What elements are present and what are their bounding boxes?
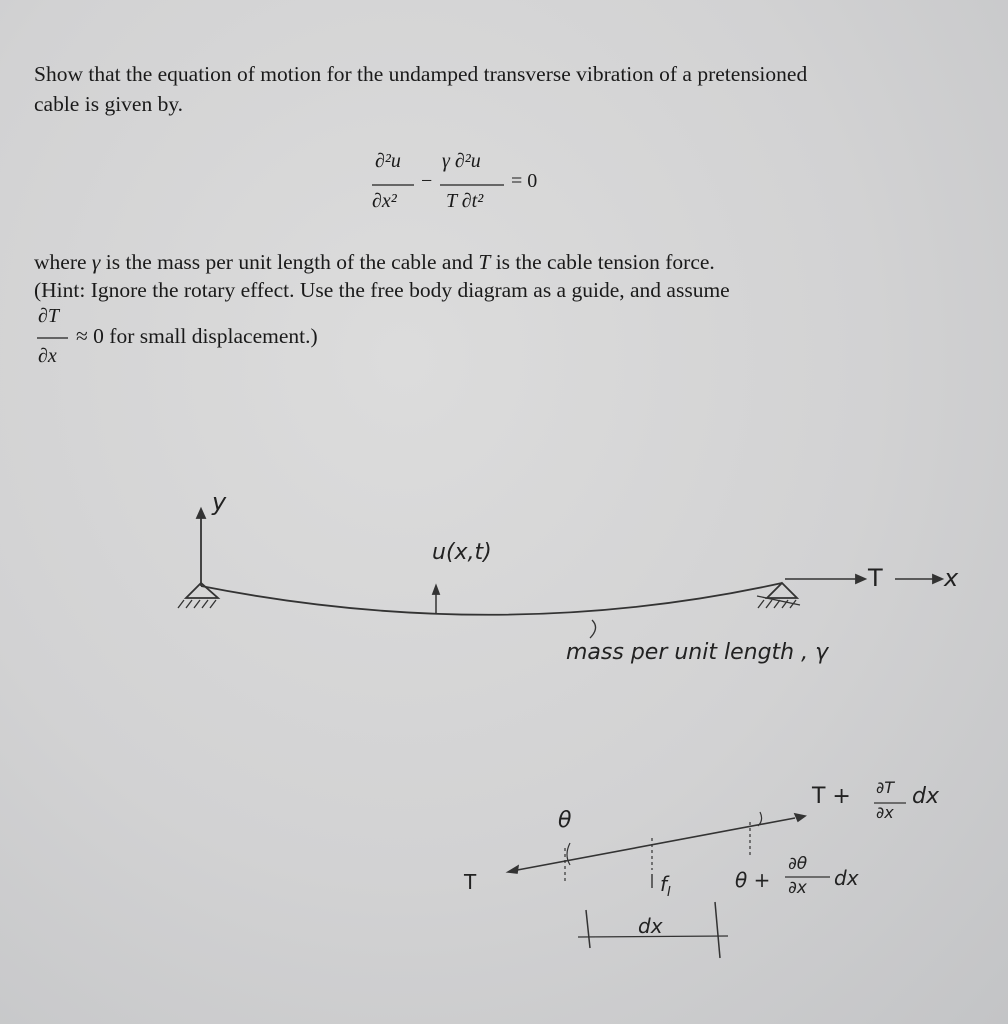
eq-minus: − xyxy=(421,170,433,192)
dtheta-denominator: ∂x xyxy=(788,878,807,898)
left-support xyxy=(186,583,218,598)
dT-denominator: ∂x xyxy=(876,803,894,822)
left-angle-arc xyxy=(567,843,570,865)
dtheta-numerator: ∂θ xyxy=(788,854,808,874)
displacement-arrowhead xyxy=(433,586,439,594)
y-axis-label: y xyxy=(212,488,227,516)
dx-left-tick xyxy=(586,910,590,948)
gamma-symbol: γ xyxy=(91,250,101,274)
element-line xyxy=(512,818,795,871)
right-support-hatch xyxy=(758,600,796,608)
dx-label: dx xyxy=(638,914,663,938)
hint-line: (Hint: Ignore the rotary effect. Use the free body diagram as a guide, and assume xyxy=(34,278,730,302)
hint-frac-numerator: ∂T xyxy=(38,305,60,327)
inertia-force-label xyxy=(660,872,671,900)
left-support-hatch xyxy=(178,600,216,608)
inertia-force-f: f xyxy=(660,872,668,896)
where-text-b: is the mass per unit length of the cable and xyxy=(100,250,479,274)
eq-term2-denominator: T ∂t² xyxy=(446,190,484,212)
where-text-c: is the cable tension force. xyxy=(490,250,715,274)
x-axis-label: x xyxy=(944,564,959,592)
cable-curve xyxy=(201,583,782,615)
left-tension-arrowhead xyxy=(508,866,518,873)
eq-term2-numerator: γ ∂²u xyxy=(442,150,481,172)
problem-line-1: Show that the equation of motion for the undamped transverse vibration of a pretensioned xyxy=(34,62,808,86)
theta-label: θ xyxy=(558,808,572,833)
problem-line-2: cable is given by. xyxy=(34,92,184,116)
y-axis-arrow xyxy=(197,509,205,518)
eq-term1-numerator: ∂²u xyxy=(375,150,401,172)
dT-numerator: ∂T xyxy=(876,778,895,797)
tension-symbol: T xyxy=(478,250,491,274)
hint-frac-denominator: ∂x xyxy=(38,345,57,367)
where-text-a: where xyxy=(34,250,92,274)
dtheta-dx: dx xyxy=(834,866,859,890)
eq-term1-denominator: ∂x² xyxy=(372,190,397,212)
tension-label: T xyxy=(868,564,883,592)
eq-equals-zero: = 0 xyxy=(511,170,538,192)
dx-right-tick xyxy=(715,902,720,958)
x-axis-arrowhead xyxy=(933,575,942,583)
hint-end: ≈ 0 for small displacement.) xyxy=(76,324,318,348)
right-tension-label: T + xyxy=(812,784,851,809)
right-tension-arrowhead xyxy=(795,814,805,821)
tension-arrowhead xyxy=(856,575,865,583)
left-tension-label: T xyxy=(464,870,477,894)
mass-pointer xyxy=(590,620,596,638)
theta-plus-label: θ + xyxy=(735,868,771,892)
inertia-force-subscript: I xyxy=(667,885,671,900)
displacement-label: u(x,t) xyxy=(432,540,492,565)
mass-per-unit-length-label: mass per unit length , γ xyxy=(566,640,829,665)
dT-dx: dx xyxy=(912,784,939,809)
cable-diagram xyxy=(178,509,942,638)
